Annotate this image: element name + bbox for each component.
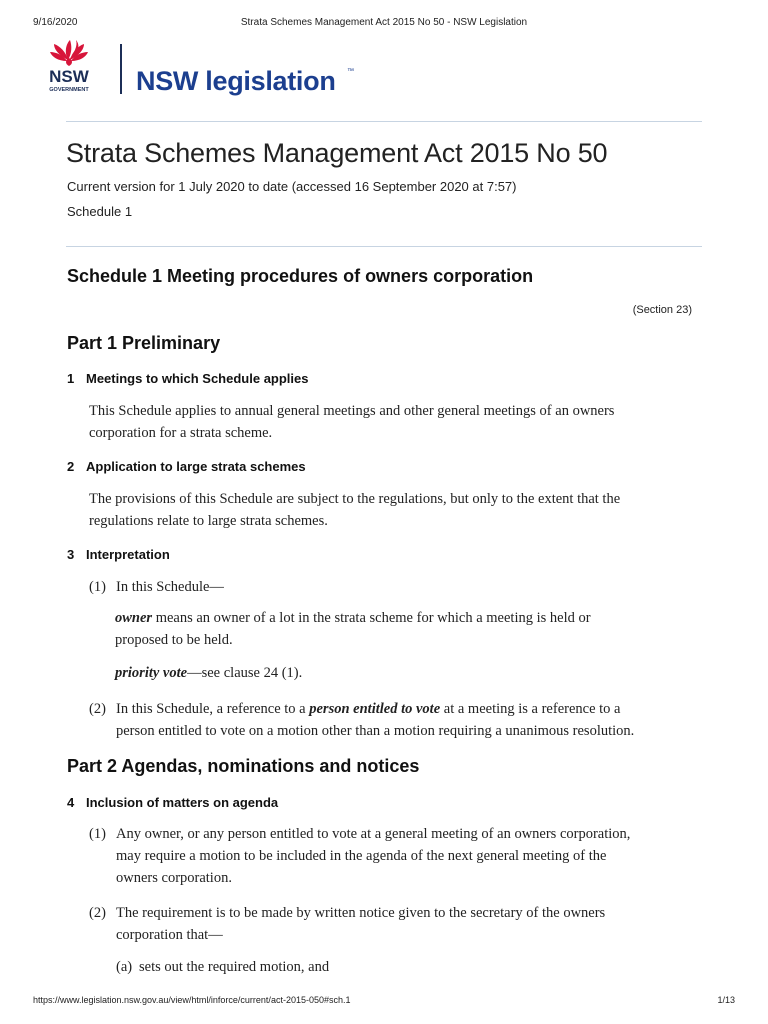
part-2-heading: Part 2 Agendas, nominations and notices	[67, 756, 420, 776]
clause-number: 1	[67, 371, 75, 386]
text-line: corporation that—	[116, 927, 223, 943]
clause-2-body	[89, 488, 620, 532]
subclause-1-text: In this Schedule—	[116, 579, 224, 595]
nsw-government-logo[interactable]	[48, 38, 120, 98]
defined-term: priority vote	[115, 665, 188, 681]
clause-1-heading	[67, 371, 309, 386]
print-date: 9/16/2020	[33, 17, 78, 28]
text-line: In this Schedule, a reference to a	[116, 701, 310, 717]
text-line: corporation for a strata scheme.	[89, 425, 273, 441]
logo-subtext: GOVERNMENT	[49, 87, 89, 93]
clause-number: 4	[67, 795, 75, 810]
page-number: 1/13	[717, 995, 735, 1005]
part-1-heading: Part 1 Preliminary	[67, 333, 221, 353]
trademark-mark: ™	[347, 68, 354, 75]
print-title: Strata Schemes Management Act 2015 No 50 - NSW Legislation	[240, 17, 528, 28]
clause-3-heading	[67, 547, 170, 562]
logo-divider	[120, 44, 122, 94]
text-line: owners corporation.	[116, 870, 232, 886]
text-line: regulations relate to large strata schemes.	[89, 513, 328, 529]
clause-title: Meetings to which Schedule applies	[86, 371, 309, 386]
text-line: proposed to be held.	[115, 632, 233, 648]
clause-4-subclause-1	[116, 823, 630, 889]
text-line: Any owner, or any person entitled to vote at a general meeting of an owners corporation,	[116, 826, 631, 842]
text-line: —see clause 24 (1).	[187, 665, 303, 681]
subclause-number: (1)	[89, 826, 106, 842]
text-line: This Schedule applies to annual general meetings and other general meetings of an owners	[89, 403, 615, 419]
text-line: may require a motion to be included in the agenda of the next general meeting of the	[116, 848, 607, 864]
clause-4-heading	[67, 795, 278, 810]
clause-title: Interpretation	[86, 547, 170, 562]
clause-title: Inclusion of matters on agenda	[86, 795, 279, 810]
clause-4-subclause-2	[116, 902, 605, 946]
waratah-icon	[48, 38, 120, 98]
section-reference-link[interactable]: (Section 23)	[632, 304, 692, 316]
print-header	[0, 17, 768, 31]
text-line: The provisions of this Schedule are subject to the regulations, but only to the extent that the	[89, 491, 621, 507]
paragraph-a-text: sets out the required motion, and	[139, 959, 330, 975]
subclause-2-text	[116, 698, 634, 742]
location-label: Schedule 1	[67, 204, 133, 219]
text-line: person entitled to vote on a motion other than a motion requiring a unanimous resolution.	[116, 723, 635, 739]
subclause-number: (2)	[89, 701, 106, 717]
schedule-heading: Schedule 1 Meeting procedures of owners corporation	[67, 266, 534, 286]
definition-priority-vote	[115, 662, 302, 684]
text-line: at a meeting is a reference to a	[440, 701, 621, 717]
text-line: The requirement is to be made by written notice given to the secretary of the owners	[116, 905, 606, 921]
clause-1-body	[89, 400, 614, 444]
definition-owner	[115, 607, 591, 651]
clause-2-heading	[67, 459, 306, 474]
paragraph-number: (a)	[116, 959, 133, 975]
defined-term: person entitled to vote	[309, 701, 441, 717]
text-line: means an owner of a lot in the strata scheme for which a meeting is held or	[152, 610, 591, 626]
subclause-number: (1)	[89, 579, 106, 595]
title-divider	[66, 246, 702, 247]
clause-number: 3	[67, 547, 75, 562]
act-title: Strata Schemes Management Act 2015 No 50	[66, 138, 608, 168]
page-url: https://www.legislation.nsw.gov.au/view/html/inforce/current/act-2015-050#sch.1	[33, 995, 351, 1005]
defined-term: owner	[115, 610, 153, 626]
print-footer	[0, 995, 768, 1009]
site-name[interactable]: NSW legislation	[136, 66, 336, 96]
clause-number: 2	[67, 459, 75, 474]
header-divider	[66, 121, 702, 122]
subclause-number: (2)	[89, 905, 106, 921]
clause-title: Application to large strata schemes	[86, 459, 306, 474]
version-info: Current version for 1 July 2020 to date (accessed 16 September 2020 at 7:57)	[67, 179, 517, 194]
logo-text: NSW	[49, 67, 89, 86]
